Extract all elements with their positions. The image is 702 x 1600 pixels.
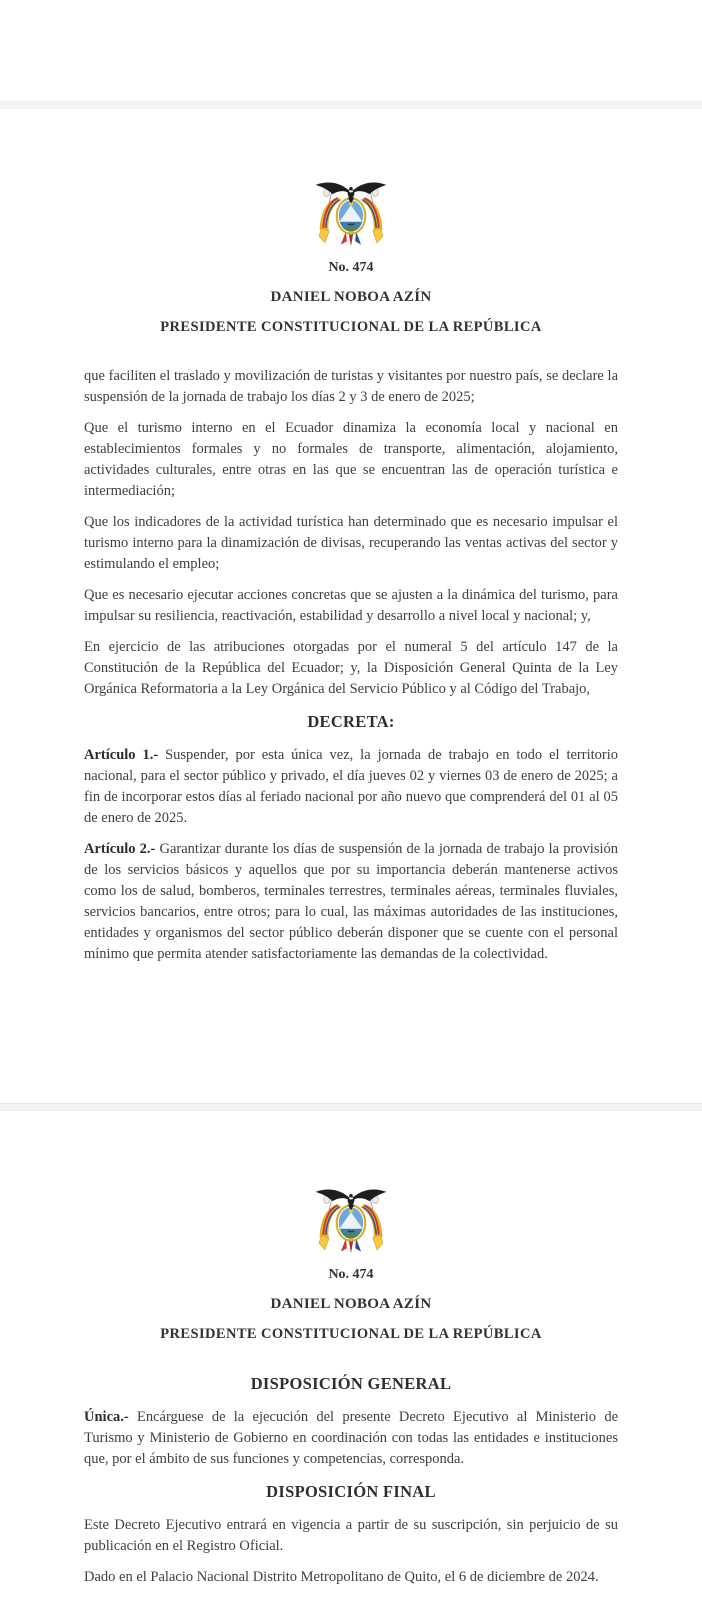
document-page-1 <box>0 109 702 1103</box>
considerando-paragraph: Que es necesario ejecutar acciones concretas que se ajusten a la dinámica del turismo, para impulsar su resiliencia, reactivación, estabilidad y desarrollo a nivel local y nacional; y, <box>84 587 618 624</box>
president-title: PRESIDENTE CONSTITUCIONAL DE LA REPÚBLICA <box>160 319 542 335</box>
disposicion-general-paragraph <box>84 1407 618 1470</box>
considerando-paragraph: Que los indicadores de la actividad turística han determinado que es necesario impulsar el turismo interno para la dinamización de divisas, recuperando las ventas activas del sector y estimulando el empleo; <box>84 514 618 572</box>
decree-number: No. 474 <box>328 260 374 275</box>
president-name: DANIEL NOBOA AZÍN <box>270 289 432 305</box>
page-gap-separator <box>0 1103 702 1111</box>
unica-text: Encárguese de la ejecución del presente Decreto Ejecutivo al Ministerio de Turismo y Ministerio de Gobierno en coordinación con todas las entidades e instituciones que, por el ámbito de sus funciones y competencias, corresponda. <box>84 1409 618 1467</box>
article-1-text: Suspender, por esta única vez, la jornada de trabajo en todo el territorio nacional, para el sector público y privado, el día jueves 02 y viernes 03 de enero de 2025; a fin de incorporar estos días al feriado nacional por año nuevo que comprenderá del 01 al 05 de enero de 2025. <box>84 747 618 826</box>
document-page-2 <box>0 1111 702 1598</box>
considerando-paragraph: que faciliten el traslado y movilización de turistas y visitantes por nuestro país, se declare la suspensión de la jornada de trabajo los días 2 y 3 de enero de 2025; <box>84 368 618 405</box>
unica-label: Única.- <box>84 1409 129 1425</box>
disposicion-general-heading: DISPOSICIÓN GENERAL <box>250 1374 452 1393</box>
considerando-paragraph: En ejercicio de las atribuciones otorgadas por el numeral 5 del artículo 147 de la Constitución de la República del Ecuador; y, la Disposición General Quinta de la Ley Orgánica Reformatoria a la Ley Orgánica del Servicio Público y al Código del Trabajo, <box>84 639 618 697</box>
dado-line: Dado en el Palacio Nacional Distrito Metropolitano de Quito, el 6 de diciembre de 2024. <box>84 1569 599 1585</box>
article-1-paragraph <box>84 745 618 829</box>
decree-number: No. 474 <box>328 1267 374 1282</box>
article-2-text: Garantizar durante los días de suspensión de la jornada de trabajo la provisión de los servicios básicos y aquellos que por su importancia deberán mantenerse activos como los de salud, bomberos, terminales terrestres, terminales aéreas, terminales fluviales, servicios bancarios, entre otros; para lo cual, las máximas autoridades de las instituciones, entidades y organismos del sector público deberán disponer que se cuente con el personal mínimo que permita atender satisfactoriamente las demandas de la colectividad. <box>84 841 618 962</box>
article-2-label: Artículo 2.- <box>84 841 156 857</box>
article-1-label: Artículo 1.- <box>84 747 159 763</box>
president-title: PRESIDENTE CONSTITUCIONAL DE LA REPÚBLICA <box>160 1326 542 1342</box>
article-2-paragraph <box>84 839 618 965</box>
decreta-heading: DECRETA: <box>307 712 395 731</box>
ecuador-coat-of-arms-icon <box>84 179 618 253</box>
page-gap-separator <box>0 101 702 109</box>
disposicion-final-heading: DISPOSICIÓN FINAL <box>266 1482 436 1501</box>
disposicion-final-paragraph: Este Decreto Ejecutivo entrará en vigencia a partir de su suscripción, sin perjuicio de su publicación en el Registro Oficial. <box>84 1517 618 1554</box>
president-name: DANIEL NOBOA AZÍN <box>270 1296 432 1312</box>
considerando-paragraph: Que el turismo interno en el Ecuador dinamiza la economía local y nacional en establecimientos formales y no formales de transporte, alimentación, alojamiento, actividades culturales, entre otras en las que se encuentran las de operación turística e intermediación; <box>84 420 618 499</box>
previous-page-bottom <box>0 0 702 101</box>
ecuador-coat-of-arms-icon <box>84 1186 618 1260</box>
